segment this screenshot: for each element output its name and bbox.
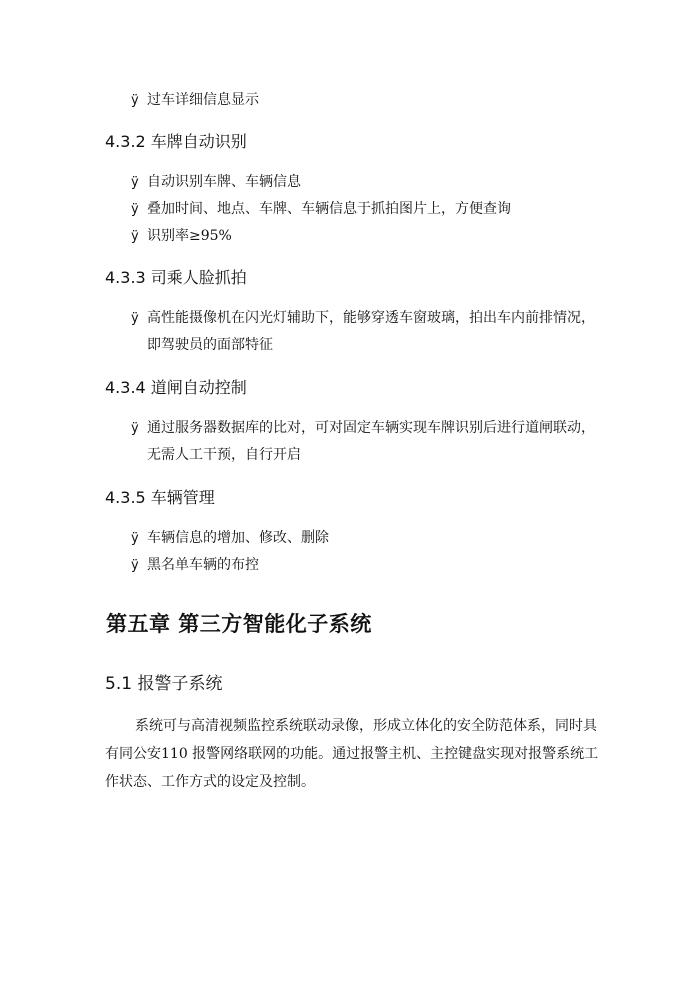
bullet-marker: ÿ [131, 202, 139, 217]
bullet-text: 叠加时间、地点、车牌、车辆信息于抓拍图片上，方便查询 [147, 201, 511, 217]
bullet-text: 过车详细信息显示 [147, 92, 259, 108]
bullet-item [131, 91, 259, 110]
bullet-marker: ÿ [131, 531, 139, 546]
chapter-title: 第五章 第三方智能化子系统 [106, 612, 372, 636]
bullet-text: 识别率≥95% [147, 228, 232, 244]
bullet-text: 高性能摄像机在闪光灯辅助下，能够穿透车窗玻璃，拍出车内前排情况， [147, 310, 595, 326]
bullet-item [131, 556, 259, 575]
bullet-text: 通过服务器数据库的比对，可对固定车辆实现车牌识别后进行道闸联动， [147, 420, 595, 436]
bullet-item [131, 200, 511, 219]
paragraph-line: 作状态、工作方式的设定及控制。 [105, 774, 315, 790]
bullet-item [131, 529, 329, 548]
bullet-item [131, 173, 301, 192]
section-heading-5-1: 5.1 报警子系统 [105, 674, 223, 694]
bullet-text: 自动识别车牌、车辆信息 [147, 174, 301, 190]
bullet-item [131, 419, 595, 438]
paragraph-line: 系统可与高清视频监控系统联动录像，形成立体化的安全防范体系，同时具 [135, 718, 597, 734]
bullet-text: 车辆信息的增加、修改、删除 [147, 530, 329, 546]
bullet-marker: ÿ [131, 229, 139, 244]
bullet-item [131, 309, 595, 328]
bullet-continuation: 即驾驶员的面部特征 [147, 337, 273, 353]
bullet-marker: ÿ [131, 93, 139, 108]
section-heading-4-3-2: 4.3.2 车牌自动识别 [105, 132, 247, 151]
bullet-continuation: 无需人工干预，自行开启 [147, 447, 301, 463]
bullet-item [131, 227, 232, 246]
section-heading-4-3-5: 4.3.5 车辆管理 [105, 488, 215, 507]
bullet-text: 黑名单车辆的布控 [147, 557, 259, 573]
bullet-marker: ÿ [131, 311, 139, 326]
bullet-marker: ÿ [131, 421, 139, 436]
section-heading-4-3-3: 4.3.3 司乘人脸抓拍 [105, 268, 247, 287]
paragraph-line: 有同公安110 报警网络联网的功能。通过报警主机、主控键盘实现对报警系统工 [105, 746, 599, 762]
bullet-marker: ÿ [131, 175, 139, 190]
bullet-marker: ÿ [131, 558, 139, 573]
section-heading-4-3-4: 4.3.4 道闸自动控制 [105, 378, 247, 397]
